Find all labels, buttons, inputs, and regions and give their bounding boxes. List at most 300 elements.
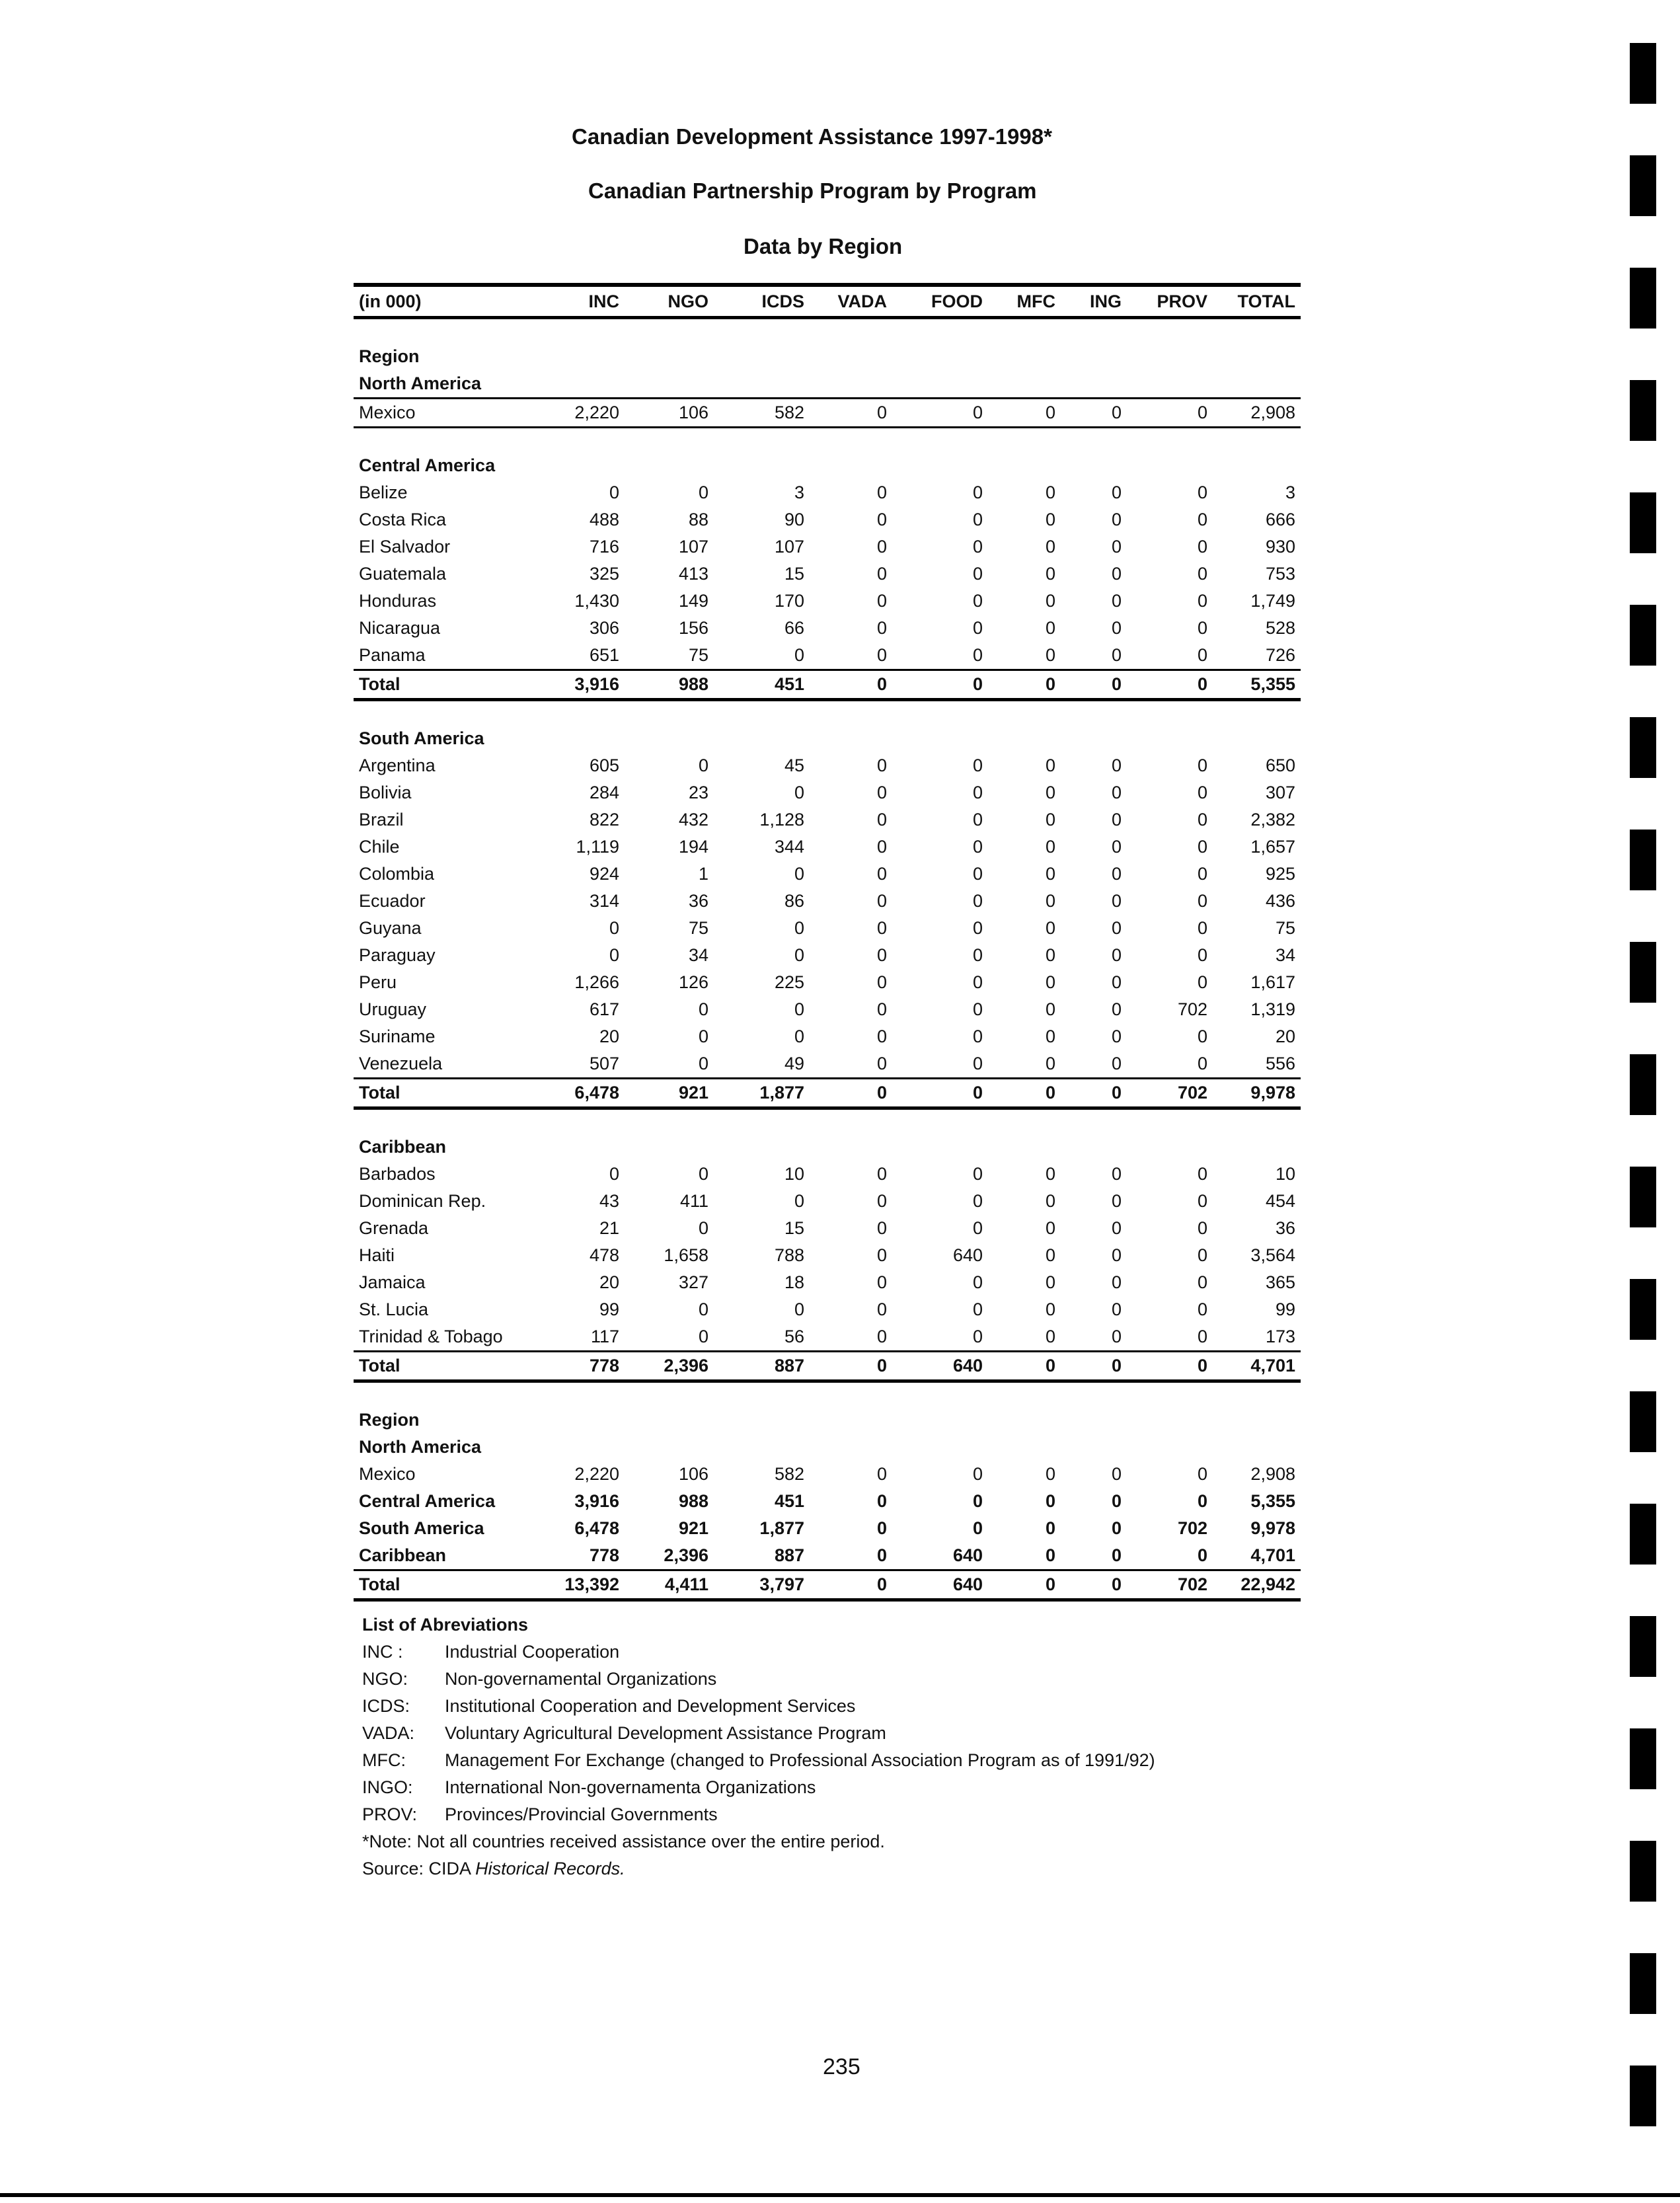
row-value: 0	[810, 399, 892, 428]
row-value: 436	[1265, 891, 1295, 911]
abbreviation-key: VADA:	[362, 1723, 415, 1743]
column-header: MFC	[988, 285, 1061, 318]
binding-mark	[1630, 1728, 1656, 1789]
row-value: 0	[1127, 642, 1213, 670]
row-value: 0	[1111, 537, 1122, 557]
row-value: 1,119	[576, 837, 619, 857]
row-value: 0	[876, 1026, 887, 1046]
row-value: 0	[1045, 783, 1055, 802]
abbreviation-item	[362, 1693, 1155, 1720]
row-value: 451	[774, 1491, 804, 1511]
row-value: 582	[714, 399, 810, 428]
row-value: 887	[714, 1542, 810, 1570]
row-value: 1,657	[1250, 837, 1295, 857]
row-value: 0	[1111, 591, 1122, 611]
binding-mark	[1630, 717, 1656, 778]
row-value: 2,396	[625, 1542, 714, 1570]
row-value: 3	[1285, 483, 1295, 502]
total-row	[354, 1079, 1301, 1108]
row-value: 702	[1127, 1079, 1213, 1108]
row-value: 0	[810, 1570, 892, 1600]
row-value: 2,908	[1213, 399, 1301, 428]
row-value: 1,266	[574, 972, 619, 992]
row-value: 43	[599, 1191, 619, 1211]
row-label: Guyana	[359, 918, 422, 938]
row-value: 10	[784, 1164, 804, 1184]
row-value: 0	[972, 591, 983, 611]
row-value: 0	[794, 1191, 804, 1211]
row-value: 149	[678, 591, 708, 611]
section-heading-label: South America	[359, 728, 484, 748]
row-value: 4,701	[1213, 1542, 1301, 1570]
row-label: Costa Rica	[359, 510, 447, 529]
row-label: Jamaica	[359, 1272, 426, 1292]
row-value: 0	[1111, 1164, 1122, 1184]
abbreviation-key: PROV:	[362, 1804, 418, 1824]
row-label: Dominican Rep.	[359, 1191, 486, 1211]
row-value: 0	[1127, 1542, 1213, 1570]
column-header: FOOD	[892, 285, 988, 318]
row-label: St. Lucia	[359, 1299, 429, 1319]
row-value: 0	[1111, 1518, 1122, 1538]
row-label: Belize	[359, 483, 408, 502]
row-value: 23	[688, 783, 708, 802]
spacer-cell	[354, 700, 1301, 726]
row-label: Trinidad & Tobago	[354, 1323, 545, 1352]
binding-mark	[1630, 942, 1656, 1003]
row-value: 2,382	[1250, 810, 1295, 830]
row-value: 0	[794, 864, 804, 884]
row-value: 0	[1197, 1491, 1207, 1511]
row-label: El Salvador	[359, 537, 451, 557]
column-header: PROV	[1127, 285, 1213, 318]
row-value: 75	[625, 642, 714, 670]
row-value: 556	[1213, 1050, 1301, 1079]
row-value: 0	[876, 1518, 887, 1538]
row-value: 0	[988, 670, 1061, 700]
row-value: 314	[589, 891, 619, 911]
spacer-row	[354, 1381, 1301, 1407]
row-value: 0	[972, 755, 983, 775]
section-heading-label: Central America	[359, 455, 496, 475]
row-value: 0	[972, 891, 983, 911]
row-value: 325	[589, 564, 619, 584]
row-value: 0	[988, 642, 1061, 670]
table-row	[354, 806, 1301, 833]
table-row	[354, 1323, 1301, 1352]
summary-row	[354, 1461, 1301, 1488]
row-value: 90	[784, 510, 804, 529]
row-value: 0	[1111, 1218, 1122, 1238]
row-value: 0	[1045, 537, 1055, 557]
row-value: 0	[876, 810, 887, 830]
row-value: 0	[1197, 1218, 1207, 1238]
abbreviations-list	[362, 1611, 1155, 1882]
row-value: 0	[1111, 1026, 1122, 1046]
row-value: 0	[1061, 1050, 1127, 1079]
row-value: 0	[1045, 1191, 1055, 1211]
row-value: 788	[774, 1245, 804, 1265]
row-value: 0	[1197, 918, 1207, 938]
column-header: INC	[545, 285, 625, 318]
summary-row	[354, 1542, 1301, 1570]
row-value: 0	[698, 483, 708, 502]
summary-row	[354, 1515, 1301, 1542]
page-number: 235	[823, 2054, 860, 2079]
row-value: 0	[1197, 755, 1207, 775]
row-value: 13,392	[545, 1570, 625, 1600]
row-value: 0	[972, 483, 983, 502]
row-value: 0	[698, 1164, 708, 1184]
page-subtitle: Canadian Partnership Program by Program	[588, 178, 1037, 203]
row-value: 0	[1111, 1245, 1122, 1265]
section-heading-label: Caribbean	[359, 1137, 447, 1157]
row-value: 75	[688, 918, 708, 938]
binding-mark	[1630, 1616, 1656, 1677]
row-value: 0	[1197, 837, 1207, 857]
table-row	[354, 888, 1301, 915]
row-value: 0	[988, 1570, 1061, 1600]
row-value: 0	[1045, 999, 1055, 1019]
row-value: 0	[609, 918, 619, 938]
abbreviation-value: Management For Exchange (changed to Professional Association Program as of 1991/92)	[445, 1750, 1155, 1770]
row-value: 0	[1127, 399, 1213, 428]
row-value: 4,411	[625, 1570, 714, 1600]
binding-mark	[1630, 155, 1656, 216]
row-value: 0	[1045, 810, 1055, 830]
row-value: 666	[1265, 510, 1295, 529]
row-value: 344	[774, 837, 804, 857]
row-value: 0	[1045, 1218, 1055, 1238]
binding-mark	[1630, 1054, 1656, 1115]
row-value: 1,658	[664, 1245, 708, 1265]
table-row	[354, 779, 1301, 806]
row-value: 0	[810, 1079, 892, 1108]
row-value: 0	[1197, 1164, 1207, 1184]
table-row	[354, 1269, 1301, 1296]
row-label: Bolivia	[359, 783, 412, 802]
table-row	[354, 1161, 1301, 1188]
row-value: 887	[714, 1352, 810, 1381]
table-row	[354, 942, 1301, 969]
row-value: 822	[589, 810, 619, 830]
row-value: 0	[972, 837, 983, 857]
row-value: 0	[794, 945, 804, 965]
table-row	[354, 615, 1301, 642]
abbreviation-item	[362, 1720, 1155, 1747]
spacer-cell	[354, 318, 1301, 344]
row-value: 0	[972, 999, 983, 1019]
row-value: 0	[876, 783, 887, 802]
row-value: 0	[1197, 945, 1207, 965]
row-value: 0	[1111, 972, 1122, 992]
row-value: 0	[794, 999, 804, 1019]
row-value: 1,319	[1250, 999, 1295, 1019]
row-label: South America	[359, 1518, 484, 1538]
row-value: 0	[876, 891, 887, 911]
row-value: 0	[876, 618, 887, 638]
table-row	[354, 752, 1301, 779]
row-value: 0	[876, 537, 887, 557]
row-value: 716	[589, 537, 619, 557]
row-value: 0	[1045, 1245, 1055, 1265]
row-label: Ecuador	[359, 891, 426, 911]
row-value: 1,430	[574, 591, 619, 611]
row-value: 0	[876, 483, 887, 502]
row-label: Mexico	[354, 399, 545, 428]
row-value: 36	[1275, 1218, 1295, 1238]
row-value: 0	[876, 837, 887, 857]
row-value: 0	[1045, 1299, 1055, 1319]
row-value: 0	[1111, 510, 1122, 529]
row-value: 413	[678, 564, 708, 584]
row-value: 0	[988, 1050, 1061, 1079]
table-row	[354, 1242, 1301, 1269]
row-value: 0	[1197, 783, 1207, 802]
row-value: 0	[1197, 1245, 1207, 1265]
row-value: 0	[1111, 564, 1122, 584]
row-value: 0	[1111, 837, 1122, 857]
binding-mark	[1630, 1504, 1656, 1565]
section-heading	[354, 370, 1301, 399]
row-value: 0	[1111, 999, 1122, 1019]
row-value: 0	[1111, 891, 1122, 911]
row-label: Barbados	[359, 1164, 436, 1184]
row-value: 0	[1197, 810, 1207, 830]
row-value: 20	[599, 1272, 619, 1292]
binding-mark	[1630, 43, 1656, 104]
row-label: Mexico	[359, 1464, 416, 1484]
row-value: 0	[1045, 891, 1055, 911]
row-label: Total	[354, 1570, 545, 1600]
row-value: 0	[1197, 591, 1207, 611]
binding-mark	[1630, 268, 1656, 329]
column-header: VADA	[810, 285, 892, 318]
row-label: Caribbean	[354, 1542, 545, 1570]
binding-mark	[1630, 2066, 1656, 2126]
row-value: 0	[1061, 1542, 1127, 1570]
row-value: 284	[589, 783, 619, 802]
total-row	[354, 1352, 1301, 1381]
row-label: Brazil	[359, 810, 404, 830]
row-value: 9,978	[1213, 1079, 1301, 1108]
row-value: 432	[678, 810, 708, 830]
row-value: 702	[1127, 1570, 1213, 1600]
row-value: 99	[1275, 1299, 1295, 1319]
row-value: 6,478	[545, 1079, 625, 1108]
abbreviation-item	[362, 1639, 1155, 1666]
summary-row	[354, 1488, 1301, 1515]
row-label: Argentina	[359, 755, 436, 775]
row-value: 36	[688, 891, 708, 911]
binding-mark	[1630, 1167, 1656, 1227]
row-label: Uruguay	[359, 999, 427, 1019]
row-value: 117	[545, 1323, 625, 1352]
row-value: 0	[810, 642, 892, 670]
row-value: 411	[679, 1191, 708, 1211]
row-value: 0	[892, 1079, 988, 1108]
row-value: 0	[794, 783, 804, 802]
row-value: 0	[1045, 618, 1055, 638]
row-value: 0	[1111, 1464, 1122, 1484]
spacer-cell	[354, 428, 1301, 453]
table-row	[354, 533, 1301, 560]
row-value: 0	[609, 1164, 619, 1184]
section-heading-label: North America	[359, 1437, 482, 1457]
table-header-row	[354, 285, 1301, 318]
row-label: Panama	[354, 642, 545, 670]
row-label: Grenada	[359, 1218, 429, 1238]
table-row	[354, 1050, 1301, 1079]
binding-mark	[1630, 605, 1656, 666]
abbreviation-value: Industrial Cooperation	[445, 1642, 620, 1662]
abbreviation-item	[362, 1774, 1155, 1801]
row-value: 0	[972, 618, 983, 638]
row-value: 0	[794, 918, 804, 938]
row-value: 0	[698, 755, 708, 775]
row-value: 0	[876, 945, 887, 965]
abbreviation-value: Non-governamental Organizations	[445, 1669, 717, 1689]
row-value: 0	[972, 810, 983, 830]
source-title: Historical Records.	[475, 1859, 625, 1878]
row-label: Suriname	[359, 1026, 436, 1046]
table-row	[354, 399, 1301, 428]
row-label: Peru	[359, 972, 397, 992]
binding-mark	[1630, 1391, 1656, 1452]
row-value: 0	[1197, 1026, 1207, 1046]
row-value: 0	[810, 1352, 892, 1381]
row-value: 0	[1197, 1191, 1207, 1211]
row-value: 0	[972, 945, 983, 965]
row-value: 0	[972, 783, 983, 802]
row-value: 225	[774, 972, 804, 992]
row-value: 0	[972, 918, 983, 938]
row-value: 194	[678, 837, 708, 857]
row-value: 617	[589, 999, 619, 1019]
column-header: (in 000)	[354, 285, 545, 318]
row-value: 0	[794, 1299, 804, 1319]
row-value: 0	[1045, 483, 1055, 502]
row-value: 0	[876, 1299, 887, 1319]
binding-mark	[1630, 380, 1656, 441]
row-value: 0	[972, 564, 983, 584]
row-value: 0	[972, 1299, 983, 1319]
row-value: 2,220	[574, 1464, 619, 1484]
row-value: 0	[972, 1026, 983, 1046]
region-heading-label: Region	[359, 346, 420, 366]
row-value: 0	[876, 972, 887, 992]
abbreviation-key: MFC:	[362, 1750, 406, 1770]
column-header: ING	[1061, 285, 1127, 318]
row-value: 0	[892, 642, 988, 670]
row-value: 365	[1265, 1272, 1295, 1292]
row-value: 0	[1045, 591, 1055, 611]
row-value: 528	[1265, 618, 1295, 638]
row-value: 1,128	[759, 810, 804, 830]
row-value: 49	[714, 1050, 810, 1079]
row-value: 0	[1061, 1352, 1127, 1381]
row-value: 988	[678, 1491, 708, 1511]
row-value: 0	[876, 755, 887, 775]
row-value: 0	[625, 1323, 714, 1352]
abbreviation-value: International Non-governamenta Organizations	[445, 1777, 816, 1797]
abbreviation-key: INC :	[362, 1642, 403, 1662]
row-value: 0	[810, 1050, 892, 1079]
row-value: 0	[876, 1464, 887, 1484]
abbreviation-key: INGO:	[362, 1777, 413, 1797]
row-label: Chile	[359, 837, 400, 857]
binding-mark	[1630, 492, 1656, 553]
row-value: 0	[1045, 1491, 1055, 1511]
row-value: 2,220	[545, 399, 625, 428]
row-value: 0	[1045, 564, 1055, 584]
grand-total-row	[354, 1570, 1301, 1600]
row-value: 1,877	[759, 1518, 804, 1538]
row-value: 0	[698, 1299, 708, 1319]
table-row	[354, 833, 1301, 861]
table-row	[354, 642, 1301, 670]
row-value: 0	[876, 510, 887, 529]
row-value: 921	[678, 1518, 708, 1538]
table-row	[354, 588, 1301, 615]
row-value: 75	[1275, 918, 1295, 938]
row-value: 0	[794, 1026, 804, 1046]
row-value: 0	[1197, 510, 1207, 529]
abbreviation-key: NGO:	[362, 1669, 408, 1689]
row-value: 0	[1197, 564, 1207, 584]
row-value: 21	[599, 1218, 619, 1238]
row-value: 0	[988, 399, 1061, 428]
row-value: 15	[784, 564, 804, 584]
row-value: 5,355	[1213, 670, 1301, 700]
row-value: 0	[1061, 642, 1127, 670]
row-value: 0	[1045, 1164, 1055, 1184]
section-heading	[354, 452, 1301, 479]
page-section-title: Data by Region	[744, 234, 903, 258]
row-value: 0	[972, 1491, 983, 1511]
row-value: 20	[1275, 1026, 1295, 1046]
row-label: Total	[354, 1079, 545, 1108]
row-value: 1,617	[1250, 972, 1295, 992]
row-value: 753	[1265, 564, 1295, 584]
row-value: 930	[1265, 537, 1295, 557]
row-value: 925	[1265, 864, 1295, 884]
row-value: 0	[1111, 783, 1122, 802]
row-value: 640	[952, 1245, 983, 1265]
row-value: 0	[972, 1272, 983, 1292]
row-value: 3	[794, 483, 804, 502]
row-value: 0	[1111, 755, 1122, 775]
row-value: 0	[972, 1164, 983, 1184]
row-label: Total	[354, 670, 545, 700]
row-value: 0	[876, 591, 887, 611]
row-value: 0	[972, 510, 983, 529]
table-row	[354, 915, 1301, 942]
row-value: 0	[1111, 810, 1122, 830]
row-value: 507	[545, 1050, 625, 1079]
row-value: 0	[1197, 972, 1207, 992]
section-heading	[354, 1434, 1301, 1461]
row-value: 173	[1213, 1323, 1301, 1352]
row-value: 988	[625, 670, 714, 700]
spacer-cell	[354, 1381, 1301, 1407]
row-value: 0	[1045, 755, 1055, 775]
row-value: 488	[589, 510, 619, 529]
spacer-row	[354, 318, 1301, 344]
binding-marks	[1630, 0, 1656, 2203]
row-value: 106	[625, 399, 714, 428]
row-value: 45	[784, 755, 804, 775]
